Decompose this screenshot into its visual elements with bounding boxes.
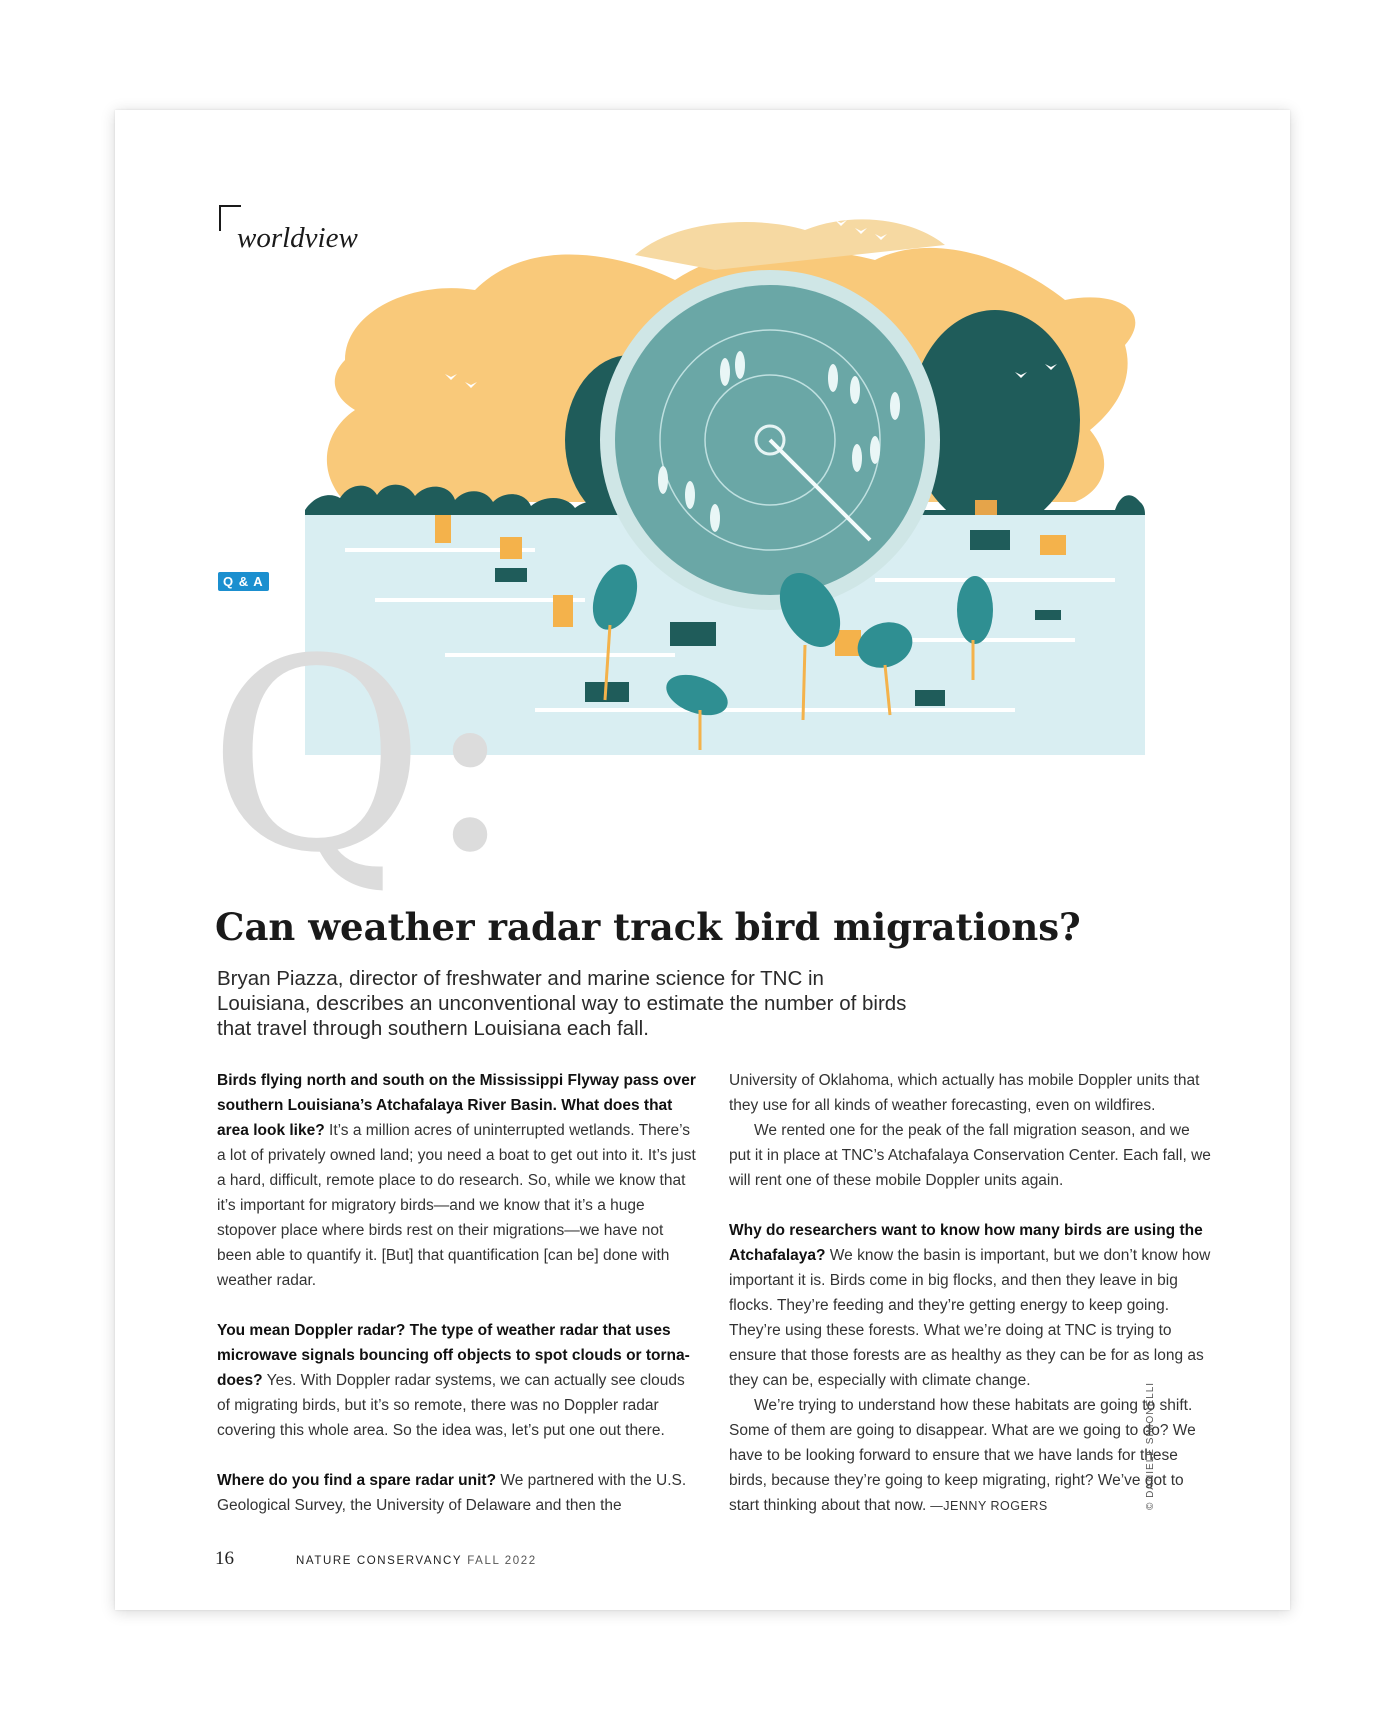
paragraph <box>217 1068 699 1293</box>
answer: We know the basin is important, but we don’t know how important it is. Birds come in big flocks, and then they leave in big flocks. They’re feeding and they’re getting energy to keep going. They’re using these forests. What we’re doing at TNC is trying to ensure that those forests are as healthy as they can be for as long as they can be, especially with climate change. <box>729 1247 1211 1389</box>
answer: We’re trying to understand how these habitats are going to shift. Some of them are going to disappear. What are we going to do? We have to be looking forward to ensure that we have lands for these birds, because they’re going to keep migrating, right? We’ve got to start thinking about that now. <box>729 1397 1196 1514</box>
magazine-page <box>115 110 1290 1610</box>
page-number: 16 <box>215 1548 234 1569</box>
illustration-credit: © DANIELE SIMONELLI <box>1145 1381 1156 1510</box>
paragraph: We rented one for the peak of the fall migration season, and we put it in place at TNC’s Atchafalaya Conservation Center. Each fall, we will rent one of these mobile Doppler units again. <box>729 1122 1211 1189</box>
issue-date: FALL 2022 <box>467 1555 537 1567</box>
answer: It’s a million acres of uninterrupted wetlands. There’s a lot of privately owned land; you need a boat to get out into it. It’s just a hard, difficult, remote place to do research. So, while we know that it’s important for migratory birds—and we know that it’s a huge stopover place where birds rest on their migrations—we have not been able to quantify it. [But] that quantification [can be] done with weather radar. <box>217 1122 696 1289</box>
stump <box>435 515 451 543</box>
deck: Bryan Piazza, director of freshwater and marine science for TNC in Louisiana, describes an unconventional way to estimate the number of birds that travel through southern Louisiana each fall. <box>217 967 907 1040</box>
answer: Yes. With Doppler radar systems, we can actually see clouds of migrating birds, but it’s so remote, there was no Doppler radar covering this whole area. So the idea was, let’s put one out there. <box>217 1372 685 1439</box>
question: Why do researchers want to know how many birds are using the Atchafalaya? <box>729 1222 1203 1264</box>
section-label: worldview <box>237 222 358 254</box>
question: You mean Doppler radar? The type of weather radar that uses microwave signals bouncing off objects to spot clouds or torna-does? <box>217 1322 690 1389</box>
stump <box>500 537 522 559</box>
paragraph <box>729 1218 1211 1393</box>
article-column-left <box>217 1068 699 1518</box>
page-footer <box>215 1548 537 1570</box>
qa-badge: Q & A <box>218 572 269 591</box>
article-column-right <box>729 1068 1211 1519</box>
stump <box>1040 535 1066 555</box>
question: Where do you find a spare radar unit? <box>217 1472 497 1489</box>
question: Birds flying north and south on the Mississippi Flyway pass over southern Louisiana’s Atchafalaya River Basin. What does that area look like? <box>217 1072 696 1139</box>
paragraph <box>729 1393 1211 1519</box>
paragraph <box>217 1468 699 1518</box>
paragraph <box>217 1318 699 1443</box>
stump <box>553 595 573 627</box>
headline: Can weather radar track bird migrations? <box>215 905 1081 949</box>
byline: —JENNY ROGERS <box>926 1499 1048 1513</box>
paragraph: University of Oklahoma, which actually has mobile Doppler units that they use for all kinds of weather forecasting, even on wildfires. <box>729 1072 1200 1114</box>
answer: We partnered with the U.S. Geological Survey, the University of Delaware and then the <box>217 1472 687 1514</box>
stump <box>835 630 861 656</box>
magazine-name: NATURE CONSERVANCY <box>296 1555 463 1567</box>
big-q-letter: Q: <box>208 603 515 911</box>
